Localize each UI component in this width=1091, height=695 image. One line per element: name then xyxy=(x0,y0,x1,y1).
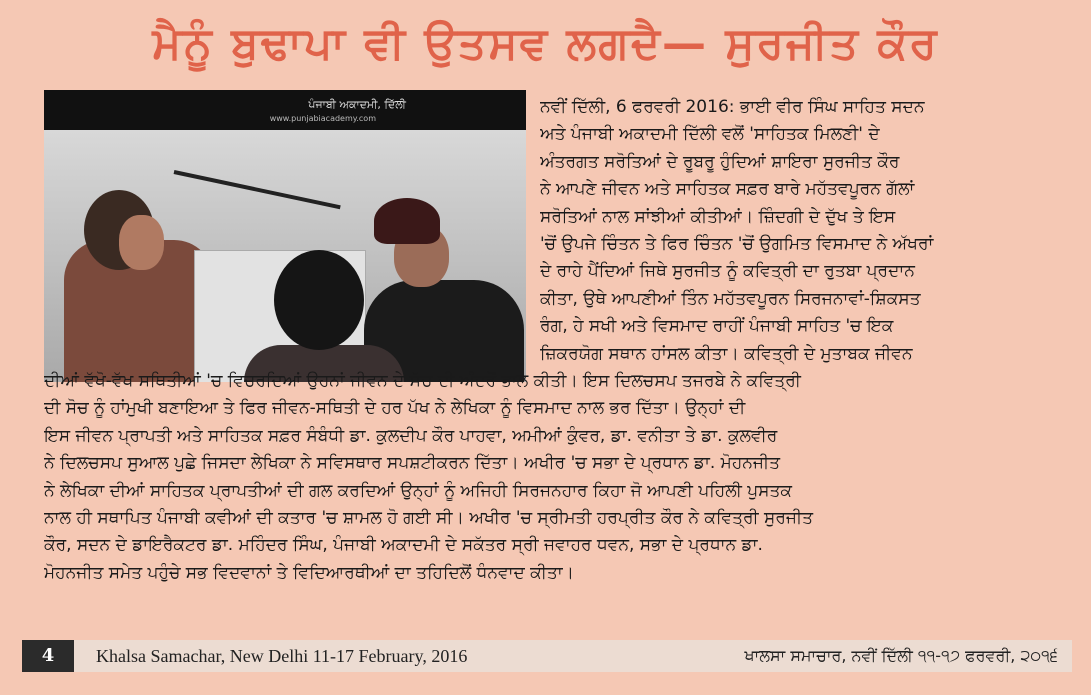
seated-man-turban xyxy=(374,198,440,244)
article-line: ਮੋਹਨਜੀਤ ਸਮੇਤ ਪਹੁੰਚੇ ਸਭ ਵਿਦਵਾਨਾਂ ਤੇ ਵਿਦਿਆਰਥੀਆਂ ਦਾ ਤਹਿਦਿਲੋਂ ਧੰਨਵਾਦ ਕੀਤਾ। xyxy=(44,562,575,583)
article-line: ਰੰਗ, ਹੇ ਸਖੀ ਅਤੇ ਵਿਸਮਾਦ ਰਾਹੀਂ ਪੰਜਾਬੀ ਸਾਹਿਤ 'ਚ ਇਕ xyxy=(540,316,894,337)
article-full-width xyxy=(44,368,1050,587)
article-line: ਅੰਤਰਗਤ ਸਰੋਤਿਆਂ ਦੇ ਰੂਬਰੂ ਹੁੰਦਿਆਂ ਸ਼ਾਇਰਾ ਸੁਰਜੀਤ ਕੌਰ xyxy=(540,151,900,172)
article-line: ਦੀ ਸੋਚ ਨੂੰ ਹਾਂਮੁਖੀ ਬਣਾਇਆ ਤੇ ਫਿਰ ਜੀਵਨ-ਸਥਿਤੀ ਦੇ ਹਰ ਪੱਖ ਨੇ ਲੇਖਿਕਾ ਨੂੰ ਵਿਸਮਾਦ ਨਾਲ ਭਰ ਦਿੱਤਾ। ਉਨ੍ਹਾਂ ਦੀ xyxy=(44,398,746,419)
event-photo xyxy=(44,90,526,382)
article-line: ਅਤੇ ਪੰਜਾਬੀ ਅਕਾਦਮੀ ਦਿੱਲੀ ਵਲੋਂ 'ਸਾਹਿਤਕ ਮਿਲਣੀ' ਦੇ xyxy=(540,124,880,145)
article-line: ਨੇ ਲੇਖਿਕਾ ਦੀਆਂ ਸਾਹਿਤਕ ਪ੍ਰਾਪਤੀਆਂ ਦੀ ਗਲ ਕਰਦਿਆਂ ਉਨ੍ਹਾਂ ਨੂੰ ਅਜਿਹੀ ਸਿਰਜਨਹਾਰ ਕਿਹਾ ਜੋ ਆਪਣੀ ਪਹਿਲੀ ਪੁਸਤਕ xyxy=(44,480,792,501)
article-line: ਜ਼ਿਕਰਯੋਗ ਸਥਾਨ ਹਾਂਸਲ ਕੀਤਾ। ਕਵਿਤ੍ਰੀ ਦੇ ਮੁਤਾਬਕ ਜੀਵਨ xyxy=(540,343,913,364)
photo-banner-url: www.punjabiacademy.com xyxy=(269,114,376,123)
page-number: 4 xyxy=(22,640,74,672)
article-column-right xyxy=(540,94,1050,368)
article-line: 'ਚੋਂ ਉਪਜੇ ਚਿੰਤਨ ਤੇ ਫਿਰ ਚਿੰਤਨ 'ਚੋਂ ਉਗਮਿਤ ਵਿਸਮਾਦ ਨੇ ਅੱਖਰਾਂ xyxy=(540,234,934,255)
page-footer xyxy=(22,640,1072,672)
article-line: ਕੌਰ, ਸਦਨ ਦੇ ਡਾਇਰੈਕਟਰ ਡਾ. ਮਹਿੰਦਰ ਸਿੰਘ, ਪੰਜਾਬੀ ਅਕਾਦਮੀ ਦੇ ਸਕੱਤਰ ਸ੍ਰੀ ਜਵਾਹਰ ਧਵਨ, ਸਭਾ ਦੇ ਪ੍ਰਧਾਨ ਡਾ. xyxy=(44,535,763,556)
headline: ਮੈਨੂੰ ਬੁਢਾਪਾ ਵੀ ਉਤਸਵ ਲਗਦੈ— ਸੁਰਜੀਤ ਕੌਰ xyxy=(152,18,939,69)
article-line: ਦੇ ਰਾਹੇ ਪੈਂਦਿਆਂ ਜਿਥੇ ਸੁਰਜੀਤ ਨੂੰ ਕਵਿਤ੍ਰੀ ਦਾ ਰੁਤਬਾ ਪ੍ਰਦਾਨ xyxy=(540,261,915,282)
article-line: ਕੀਤਾ, ਉਥੇ ਆਪਣੀਆਂ ਤਿੰਨ ਮਹੱਤਵਪੂਰਨ ਸਿਰਜਨਾਵਾਂ-ਸ਼ਿਕਸਤ xyxy=(540,288,921,309)
article-line: ਦੀਆਂ ਵੱਖੋ-ਵੱਖ ਸਥਿਤੀਆਂ 'ਚ ਵਿਚਰਦਿਆਂ ਉਹਨਾਂ ਜੀਵਨ ਦੇ ਸੱਚ ਦੀ ਅੰਦਰੋਂ ਭਾਲ ਕੀਤੀ। ਇਸ ਦਿਲਚਸਪ ਤਜਰਬੇ ਨੇ ਕਵਿਤ੍ਰੀ xyxy=(44,371,801,391)
article-line: ਨਵੀਂ ਦਿੱਲੀ, 6 ਫਰਵਰੀ 2016: ਭਾਈ ਵੀਰ ਸਿੰਘ ਸਾਹਿਤ ਸਦਨ xyxy=(540,97,925,117)
audience-member-head xyxy=(274,250,364,350)
article-line: ਸਰੋਤਿਆਂ ਨਾਲ ਸਾਂਝੀਆਂ ਕੀਤੀਆਂ। ਜ਼ਿੰਦਗੀ ਦੇ ਦੁੱਖ ਤੇ ਇਸ xyxy=(540,206,896,227)
speaker-face xyxy=(119,215,164,270)
article-line: ਨੇ ਆਪਣੇ ਜੀਵਨ ਅਤੇ ਸਾਹਿਤਕ ਸਫ਼ਰ ਬਾਰੇ ਮਹੱਤਵਪੂਰਨ ਗੱਲਾਂ xyxy=(540,179,915,200)
footer-publication-punjabi: ਖਾਲਸਾ ਸਮਾਚਾਰ, ਨਵੀਂ ਦਿੱਲੀ ੧੧-੧੭ ਫਰਵਰੀ, ੨੦੧੬ xyxy=(744,646,1058,665)
article-line: ਇਸ ਜੀਵਨ ਪ੍ਰਾਪਤੀ ਅਤੇ ਸਾਹਿਤਕ ਸਫ਼ਰ ਸੰਬੰਧੀ ਡਾ. ਕੁਲਦੀਪ ਕੌਰ ਪਾਹਵਾ, ਅਮੀਆਂ ਕੁੰਵਰ, ਡਾ. ਵਨੀਤਾ ਤੇ ਡਾ. ਕੁਲਵੀਰ xyxy=(44,425,778,446)
photo-banner xyxy=(44,90,526,130)
article-line: ਨਾਲ ਹੀ ਸਥਾਪਿਤ ਪੰਜਾਬੀ ਕਵੀਆਂ ਦੀ ਕਤਾਰ 'ਚ ਸ਼ਾਮਲ ਹੋ ਗਈ ਸੀ। ਅਖੀਰ 'ਚ ਸ੍ਰੀਮਤੀ ਹਰਪ੍ਰੀਤ ਕੌਰ ਨੇ ਕਵਿਤ੍ਰੀ ਸੁਰਜੀਤ xyxy=(44,508,814,529)
photo-banner-text: ਪੰਜਾਬੀ ਅਕਾਦਮੀ, ਦਿੱਲੀ xyxy=(308,98,406,111)
article-line: ਨੇ ਦਿਲਚਸਪ ਸੁਆਲ ਪੁਛੇ ਜਿਸਦਾ ਲੇਖਿਕਾ ਨੇ ਸਵਿਸਥਾਰ ਸਪਸ਼ਟੀਕਰਨ ਦਿੱਤਾ। ਅਖੀਰ 'ਚ ਸਭਾ ਦੇ ਪ੍ਰਧਾਨ ਡਾ. ਮੋਹਨਜੀਤ xyxy=(44,453,780,474)
footer-publication-english: Khalsa Samachar, New Delhi 11-17 February, 2016 xyxy=(96,646,468,666)
